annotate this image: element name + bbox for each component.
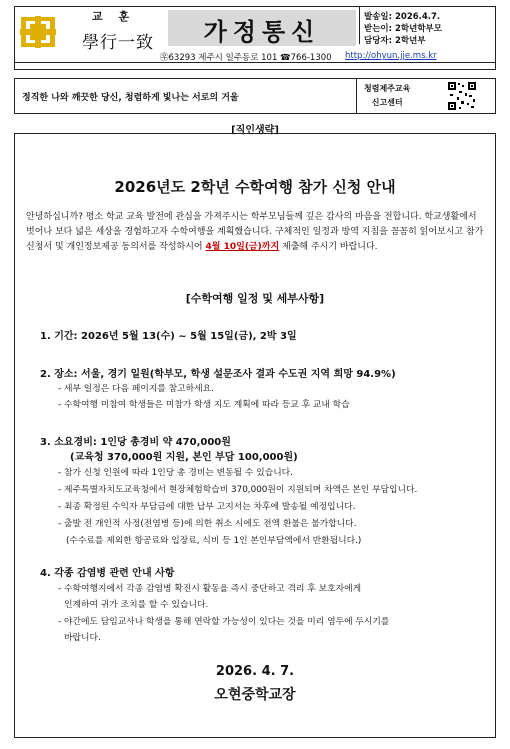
header-divider [359,6,360,44]
school-address: ㉾63293 제주시 일주동로 101 ☎766-1300 [160,53,332,63]
cost-bullet-4: - 출발 전 개인적 사정(전염병 등)에 의한 취소 시에도 전액 환불은 불가합니다. [58,519,357,529]
cost-bullet-2: - 제주특별자치도교육청에서 현장체험학습비 370,000원이 지원되며 차액은 본인 부담입니다. [58,485,418,495]
principal-signature: 오현중학교장 [214,687,296,703]
cost-bullet-5: (수수료를 제외한 항공료와 입장료, 식비 등 1인 본인부담액에서 반환됩니다.) [66,536,362,546]
cost-bullet-1: - 참가 신청 인원에 따라 1인당 총 경비는 변동될 수 있습니다. [58,468,293,478]
school-emblem-icon [18,14,58,50]
intro-paragraph [26,210,486,255]
motto-text: 學行一致 [82,33,154,53]
section-place: 2. 장소: 서울, 경기 일원(학부모, 학생 설문조사 결과 수도권 지역 희망 94.9%) [40,369,396,380]
infection-bullet-1a: - 수학여행지에서 각종 감염병 확진시 활동을 즉시 중단하고 격리 후 보호자에게 [58,584,362,594]
infection-bullet-1b: 인계하여 귀가 조치를 할 수 있습니다. [64,600,209,610]
page-title: 가정통신 [203,18,321,46]
report-center-line2: 신고센터 [371,98,403,107]
details-subtitle: [수학여행 일정 및 세부사항] [185,292,325,305]
cost-subsidy: (교육청 370,000원 지원, 본인 부담 100,000원) [70,452,298,463]
manager: 담당자: 2학년부 [364,36,426,46]
section-cost: 3. 소요경비: 1인당 총경비 약 470,000원 [40,437,231,448]
sign-date: 2026. 4. 7. [215,664,295,679]
document-title: 2026년도 2학년 수학여행 참가 신청 안내 [114,178,396,196]
section-infection: 4. 각종 감염병 관련 안내 사항 [40,568,175,579]
school-url-link[interactable]: http://ohyun.jje.ms.kr [345,51,437,61]
slogan-divider [356,78,357,114]
place-bullet-2: - 수학여행 미참여 학생들은 미참가 학생 지도 계획에 따라 등교 후 교내 학습 [58,400,350,410]
seal-omitted-label: [직인생략] [231,125,279,136]
report-center-line1: 청렴제주교육 [364,84,411,93]
infection-bullet-2a: - 야간에도 담임교사나 학생을 통해 연락할 가능성이 있다는 것을 미리 염두에 두시기를 [58,617,390,627]
place-bullet-1: - 세부 일정은 다음 페이지를 참고하세요. [58,384,214,394]
qr-code-icon[interactable] [447,81,477,111]
slogan-text: 정직한 나와 깨끗한 당신, 청렴하게 빛나는 서로의 거울 [22,93,239,103]
intro-text: 안녕하십니까? 평소 학교 교육 발전에 관심을 가져주시는 학부모님들께 깊은 감사의 마음을 전합니다. 학교생활에서 벗어나 보다 넓은 세상을 경험하고자 수학여행을 계획했습니다. 구체적인 일정과 방역 지침을 꼼꼼히 읽어보시고 참가신청서 및 개인정보제공 동의서를 작성하시어 [26,212,484,252]
cost-bullet-3: - 최종 확정된 수익자 부담금에 대한 납부 고지서는 차후에 발송될 예정입니다. [58,502,356,512]
section-period: 1. 기간: 2026년 5월 13(수) ~ 5월 15일(금), 2박 3일 [40,331,297,342]
intro-end-text: 제출해 주시기 바랍니다. [282,242,378,252]
report-center-label [364,82,410,110]
send-date: 발송일: 2026.4.7. [364,12,441,22]
recipient: 받는이: 2학년학부모 [364,24,442,34]
due-date-highlight: 4월 10일(금)까지 [205,242,280,252]
motto-label: 교 훈 [92,10,136,23]
infection-bullet-2b: 바랍니다. [64,633,101,643]
